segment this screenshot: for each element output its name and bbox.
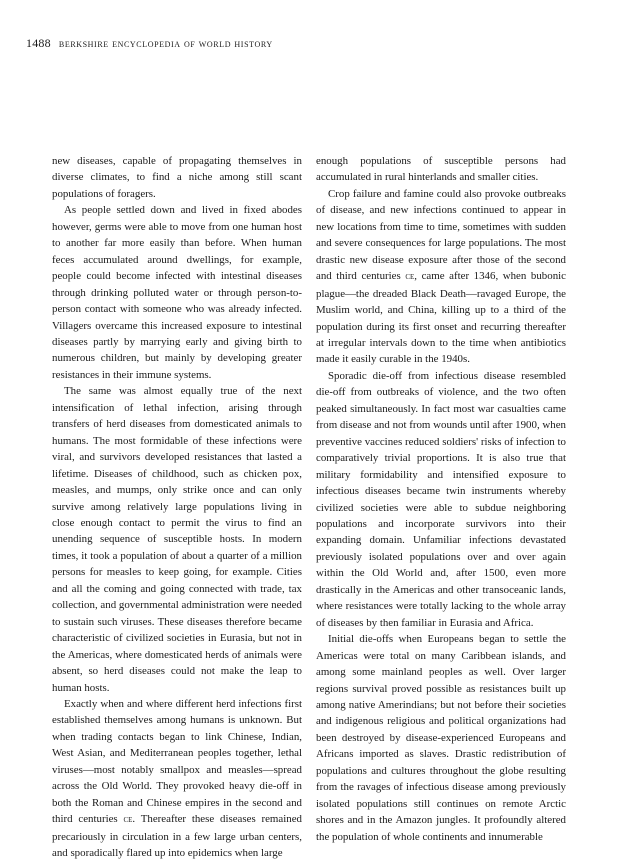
paragraph: new diseases, capable of propagating themselves in diverse climates, to find a niche among still scant populations of foragers. (52, 155, 302, 200)
era-abbreviation: ce (405, 271, 415, 283)
left-column (52, 153, 302, 861)
paragraph-text: , came after 1346, when bubonic plague—the dreaded Black Death—ravaged Europe, the Muslim world, and China, killing up to a third of the population during its first onset and recurring thereafter at irregular intervals down to the time when antibiotics made it easily curable in the 1940s. (316, 270, 566, 366)
page-number: 1488 (26, 36, 51, 50)
right-column (316, 153, 566, 845)
book-title: berkshire encyclopedia of world history (58, 38, 273, 50)
paragraph: Sporadic die-off from infectious disease resembled die-off from outbreaks of violence, and the two often peaked simultaneously. In fact most war casualties came from disease and not from wounds until after 1900, when preventive vaccines reduced soldiers' risks of infection to comparatively trivial proportions. It is also true that military formidability and intensified exposure to infectious diseases became twin instruments whereby civilized societies were able to subdue neighboring populations and incorporate survivors into their expanding domain. Unfamiliar infections devastated previously isolated populations over and over again within the Old World and, after 1500, even more drastically in the Americas and other transoceanic lands, where resistances were totally lacking to the whole array of diseases by then familiar in Eurasia and Africa. (316, 369, 566, 629)
paragraph-text: . Thereafter these diseases remained precariously in circulation in a few large urban centers, and sporadically flared up into epidemics when large (52, 813, 302, 860)
paragraph: Initial die-offs when Europeans began to settle the Americas were total on many Caribbean islands, and among some mainland peoples as well. Over larger regions survival proved possible as resistances built up among native Amerindians; but not before their societies and indigenous religious and political organizations had been destroyed by disease-experienced Europeans and Africans imported as slaves. Drastic redistribution of populations and cultures throughout the globe resulting from the ravages of infectious disease among previously isolated populations still continues on remote Arctic shores and in the Amazon jungles. It profoundly altered the population of whole continents and innumerable (316, 633, 566, 843)
era-abbreviation: ce (123, 814, 133, 826)
paragraph-text: Exactly when and where different herd infections first established themselves among humans is unknown. But when trading contacts began to link Chinese, Indian, West Asian, and Mediterranean peoples together, lethal viruses—most notably smallpox and measles—spread across the Old World. They provoked heavy die-off in both the Roman and Chinese empires in the second and third centuries (52, 697, 302, 826)
running-head (26, 36, 273, 51)
paragraph-text: Crop failure and famine could also provoke outbreaks of disease, and new infections continued to appear in new locations from time to time, sometimes with sudden and severe consequences for large populations. The most drastic new disease exposure after those of the second and third centuries (316, 187, 566, 283)
paragraph (52, 696, 302, 861)
paragraph: As people settled down and lived in fixed abodes however, germs were able to move from one human host to another far more easily than before. When human feces accumulated around dwellings, for example, people could become infected with intestinal diseases through drinking polluted water or through person-to-person contact with someone who was already infected. Villagers overcame this increased exposure to intestinal diseases partly by marrying early and giving birth to numerous children, but mainly by developing greater resistances in their immune systems. (52, 204, 302, 381)
paragraph: The same was almost equally true of the next intensification of lethal infection, arising through transfers of herd diseases from domesticated animals to humans. The most formidable of these infections were viral, and survivors developed resistances that lasted a lifetime. Diseases of childhood, such as chicken pox, measles, and mumps, only strike once and can only survive among relatively large populations living in close enough contact to permit the virus to find an unending sequence of susceptible hosts. In modern times, it took a population of about a quarter of a million persons for measles to keep going, for example. Cities and all the coming and going connected with trade, tax collection, and governmental administration were needed to sustain such viruses. These diseases therefore became characteristic of civilized societies in Eurasia, but not in the Americas, where domesticated herds of animals were absent, so herd diseases could not make the leap to human hosts. (52, 385, 302, 694)
paragraph: enough populations of susceptible persons had accumulated in rural hinterlands and smaller cities. (316, 155, 566, 184)
paragraph (316, 186, 566, 368)
